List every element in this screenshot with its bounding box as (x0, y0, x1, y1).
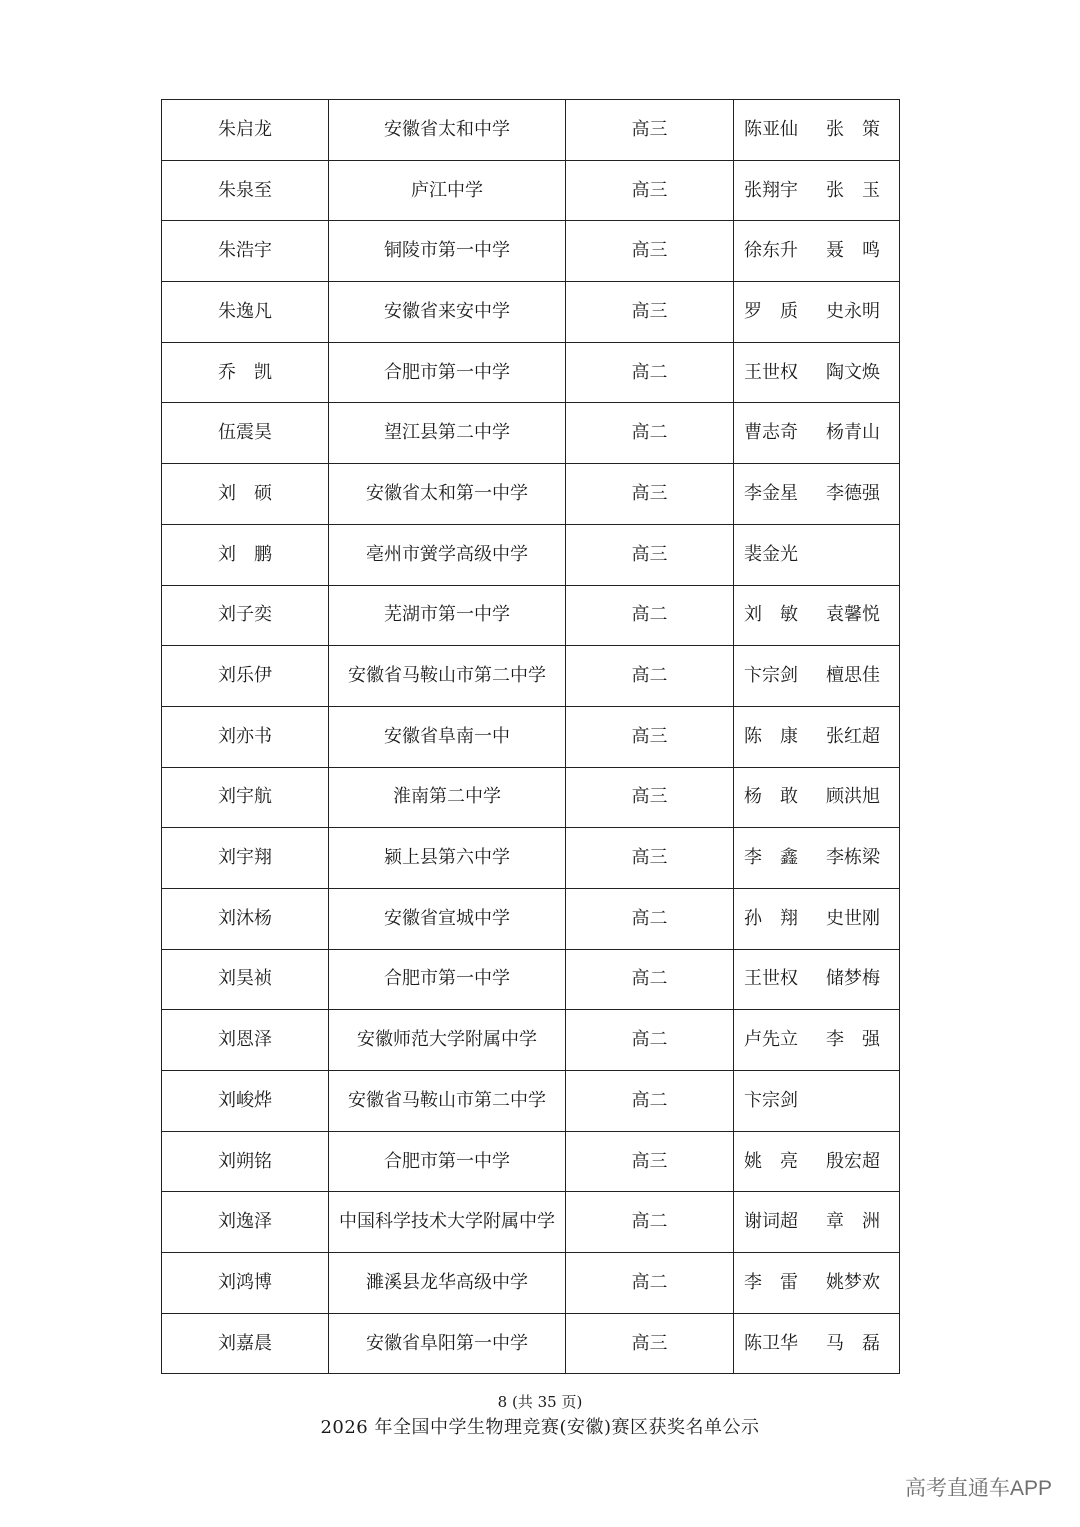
student-name-cell: 刘逸泽 (162, 1192, 329, 1253)
grade-cell: 高二 (566, 1253, 734, 1314)
coach-cell (734, 1010, 900, 1071)
school-cell: 合肥市第一中学 (329, 949, 566, 1010)
coach-secondary: 张 策 (826, 118, 880, 140)
table-row (162, 1071, 900, 1132)
coach-secondary: 史世刚 (826, 907, 880, 929)
coach-secondary: 李德强 (826, 482, 880, 504)
school-cell: 安徽省宣城中学 (329, 888, 566, 949)
coach-primary: 孙 翔 (744, 907, 798, 929)
grade-cell: 高三 (566, 767, 734, 828)
award-list-body (162, 100, 900, 1374)
coach-cell (734, 949, 900, 1010)
school-cell: 安徽省来安中学 (329, 282, 566, 343)
coach-cell (734, 100, 900, 161)
school-cell: 庐江中学 (329, 160, 566, 221)
grade-cell: 高二 (566, 1010, 734, 1071)
coach-cell (734, 1313, 900, 1374)
grade-cell: 高二 (566, 403, 734, 464)
coach-cell (734, 403, 900, 464)
table-row (162, 585, 900, 646)
school-cell: 中国科学技术大学附属中学 (329, 1192, 566, 1253)
coach-primary: 裴金光 (744, 543, 798, 565)
coach-secondary: 姚梦欢 (826, 1271, 880, 1293)
student-name-cell: 刘沐杨 (162, 888, 329, 949)
table-row (162, 221, 900, 282)
coach-primary: 李金星 (744, 482, 798, 504)
coach-cell (734, 585, 900, 646)
coach-cell (734, 828, 900, 889)
student-name-cell: 刘宇航 (162, 767, 329, 828)
grade-cell: 高二 (566, 646, 734, 707)
coach-primary: 杨 敢 (744, 786, 798, 808)
school-cell: 铜陵市第一中学 (329, 221, 566, 282)
table-row (162, 160, 900, 221)
coach-primary: 王世权 (744, 968, 798, 990)
grade-cell: 高二 (566, 342, 734, 403)
grade-cell: 高三 (566, 706, 734, 767)
table-row (162, 1131, 900, 1192)
coach-primary: 陈卫华 (744, 1332, 798, 1354)
student-name-cell: 刘嘉晨 (162, 1313, 329, 1374)
coach-cell (734, 221, 900, 282)
student-name-cell: 刘峻烨 (162, 1071, 329, 1132)
school-cell: 芜湖市第一中学 (329, 585, 566, 646)
student-name-cell: 刘恩泽 (162, 1010, 329, 1071)
coach-cell (734, 342, 900, 403)
grade-cell: 高三 (566, 160, 734, 221)
table-row (162, 1313, 900, 1374)
school-cell: 颍上县第六中学 (329, 828, 566, 889)
grade-cell: 高三 (566, 100, 734, 161)
coach-cell (734, 646, 900, 707)
coach-primary: 卢先立 (744, 1029, 798, 1051)
student-name-cell: 刘亦书 (162, 706, 329, 767)
table-row (162, 767, 900, 828)
grade-cell: 高三 (566, 524, 734, 585)
coach-secondary: 檀思佳 (826, 665, 880, 687)
student-name-cell: 朱浩宇 (162, 221, 329, 282)
coach-cell (734, 1131, 900, 1192)
coach-cell (734, 160, 900, 221)
table-row (162, 464, 900, 525)
coach-primary: 张翔宇 (744, 179, 798, 201)
coach-primary: 姚 亮 (744, 1150, 798, 1172)
student-name-cell: 乔 凯 (162, 342, 329, 403)
student-name-cell: 刘宇翔 (162, 828, 329, 889)
coach-secondary: 史永明 (826, 300, 880, 322)
grade-cell: 高二 (566, 585, 734, 646)
document-footer-title: 2026 年全国中学生物理竞赛(安徽)赛区获奖名单公示 (320, 1417, 760, 1438)
coach-cell (734, 524, 900, 585)
coach-cell (734, 1192, 900, 1253)
school-cell: 安徽省阜阳第一中学 (329, 1313, 566, 1374)
school-cell: 安徽省马鞍山市第二中学 (329, 1071, 566, 1132)
coach-primary: 陈亚仙 (744, 118, 798, 140)
table-row (162, 828, 900, 889)
student-name-cell: 刘朔铭 (162, 1131, 329, 1192)
school-cell: 濉溪县龙华高级中学 (329, 1253, 566, 1314)
grade-cell: 高二 (566, 1071, 734, 1132)
coach-primary: 李 雷 (744, 1271, 798, 1293)
coach-cell (734, 706, 900, 767)
school-cell: 望江县第二中学 (329, 403, 566, 464)
coach-cell (734, 282, 900, 343)
coach-secondary: 顾洪旭 (826, 786, 880, 808)
coach-cell (734, 888, 900, 949)
coach-primary: 卞宗剑 (744, 665, 798, 687)
school-cell: 合肥市第一中学 (329, 342, 566, 403)
app-watermark: 高考直通车APP (904, 1477, 1052, 1500)
coach-secondary: 袁馨悦 (826, 604, 880, 626)
coach-secondary: 张 玉 (826, 179, 880, 201)
school-cell: 安徽省太和第一中学 (329, 464, 566, 525)
coach-primary: 李 鑫 (744, 847, 798, 869)
school-cell: 淮南第二中学 (329, 767, 566, 828)
school-cell: 安徽省阜南一中 (329, 706, 566, 767)
coach-primary: 谢词超 (744, 1211, 798, 1233)
coach-secondary: 殷宏超 (826, 1150, 880, 1172)
coach-primary: 陈 康 (744, 725, 798, 747)
coach-cell (734, 767, 900, 828)
grade-cell: 高三 (566, 464, 734, 525)
grade-cell: 高三 (566, 282, 734, 343)
student-name-cell: 朱启龙 (162, 100, 329, 161)
coach-secondary: 杨青山 (826, 422, 880, 444)
coach-secondary: 聂 鸣 (826, 240, 880, 262)
coach-primary: 罗 质 (744, 300, 798, 322)
school-cell: 安徽省太和中学 (329, 100, 566, 161)
table-row (162, 1253, 900, 1314)
coach-cell (734, 1253, 900, 1314)
table-row (162, 949, 900, 1010)
table-row (162, 403, 900, 464)
grade-cell: 高三 (566, 1131, 734, 1192)
student-name-cell: 刘子奕 (162, 585, 329, 646)
coach-secondary: 陶文焕 (826, 361, 880, 383)
award-list-table (161, 99, 900, 1374)
school-cell: 亳州市黉学高级中学 (329, 524, 566, 585)
school-cell: 合肥市第一中学 (329, 1131, 566, 1192)
grade-cell: 高二 (566, 1192, 734, 1253)
coach-secondary: 李 强 (826, 1029, 880, 1051)
student-name-cell: 刘乐伊 (162, 646, 329, 707)
coach-secondary: 张红超 (826, 725, 880, 747)
table-row (162, 100, 900, 161)
student-name-cell: 朱逸凡 (162, 282, 329, 343)
table-row (162, 342, 900, 403)
coach-primary: 徐东升 (744, 240, 798, 262)
coach-cell (734, 1071, 900, 1132)
student-name-cell: 伍震昊 (162, 403, 329, 464)
table-row (162, 524, 900, 585)
coach-primary: 刘 敏 (744, 604, 798, 626)
table-row (162, 706, 900, 767)
student-name-cell: 刘 硕 (162, 464, 329, 525)
grade-cell: 高二 (566, 949, 734, 1010)
page-number: 8 (共 35 页) (497, 1393, 583, 1411)
coach-secondary: 李栋梁 (826, 847, 880, 869)
grade-cell: 高二 (566, 888, 734, 949)
table-row (162, 888, 900, 949)
table-row (162, 1010, 900, 1071)
coach-secondary: 章 洲 (826, 1211, 880, 1233)
grade-cell: 高三 (566, 221, 734, 282)
coach-primary: 卞宗剑 (744, 1089, 798, 1111)
coach-secondary: 储梦梅 (826, 968, 880, 990)
grade-cell: 高三 (566, 828, 734, 889)
table-row (162, 1192, 900, 1253)
student-name-cell: 刘鸿博 (162, 1253, 329, 1314)
table-row (162, 646, 900, 707)
coach-cell (734, 464, 900, 525)
grade-cell: 高三 (566, 1313, 734, 1374)
coach-primary: 曹志奇 (744, 422, 798, 444)
table-row (162, 282, 900, 343)
school-cell: 安徽省马鞍山市第二中学 (329, 646, 566, 707)
student-name-cell: 刘 鹏 (162, 524, 329, 585)
school-cell: 安徽师范大学附属中学 (329, 1010, 566, 1071)
student-name-cell: 刘昊祯 (162, 949, 329, 1010)
coach-secondary: 马 磊 (826, 1332, 880, 1354)
student-name-cell: 朱泉至 (162, 160, 329, 221)
coach-primary: 王世权 (744, 361, 798, 383)
